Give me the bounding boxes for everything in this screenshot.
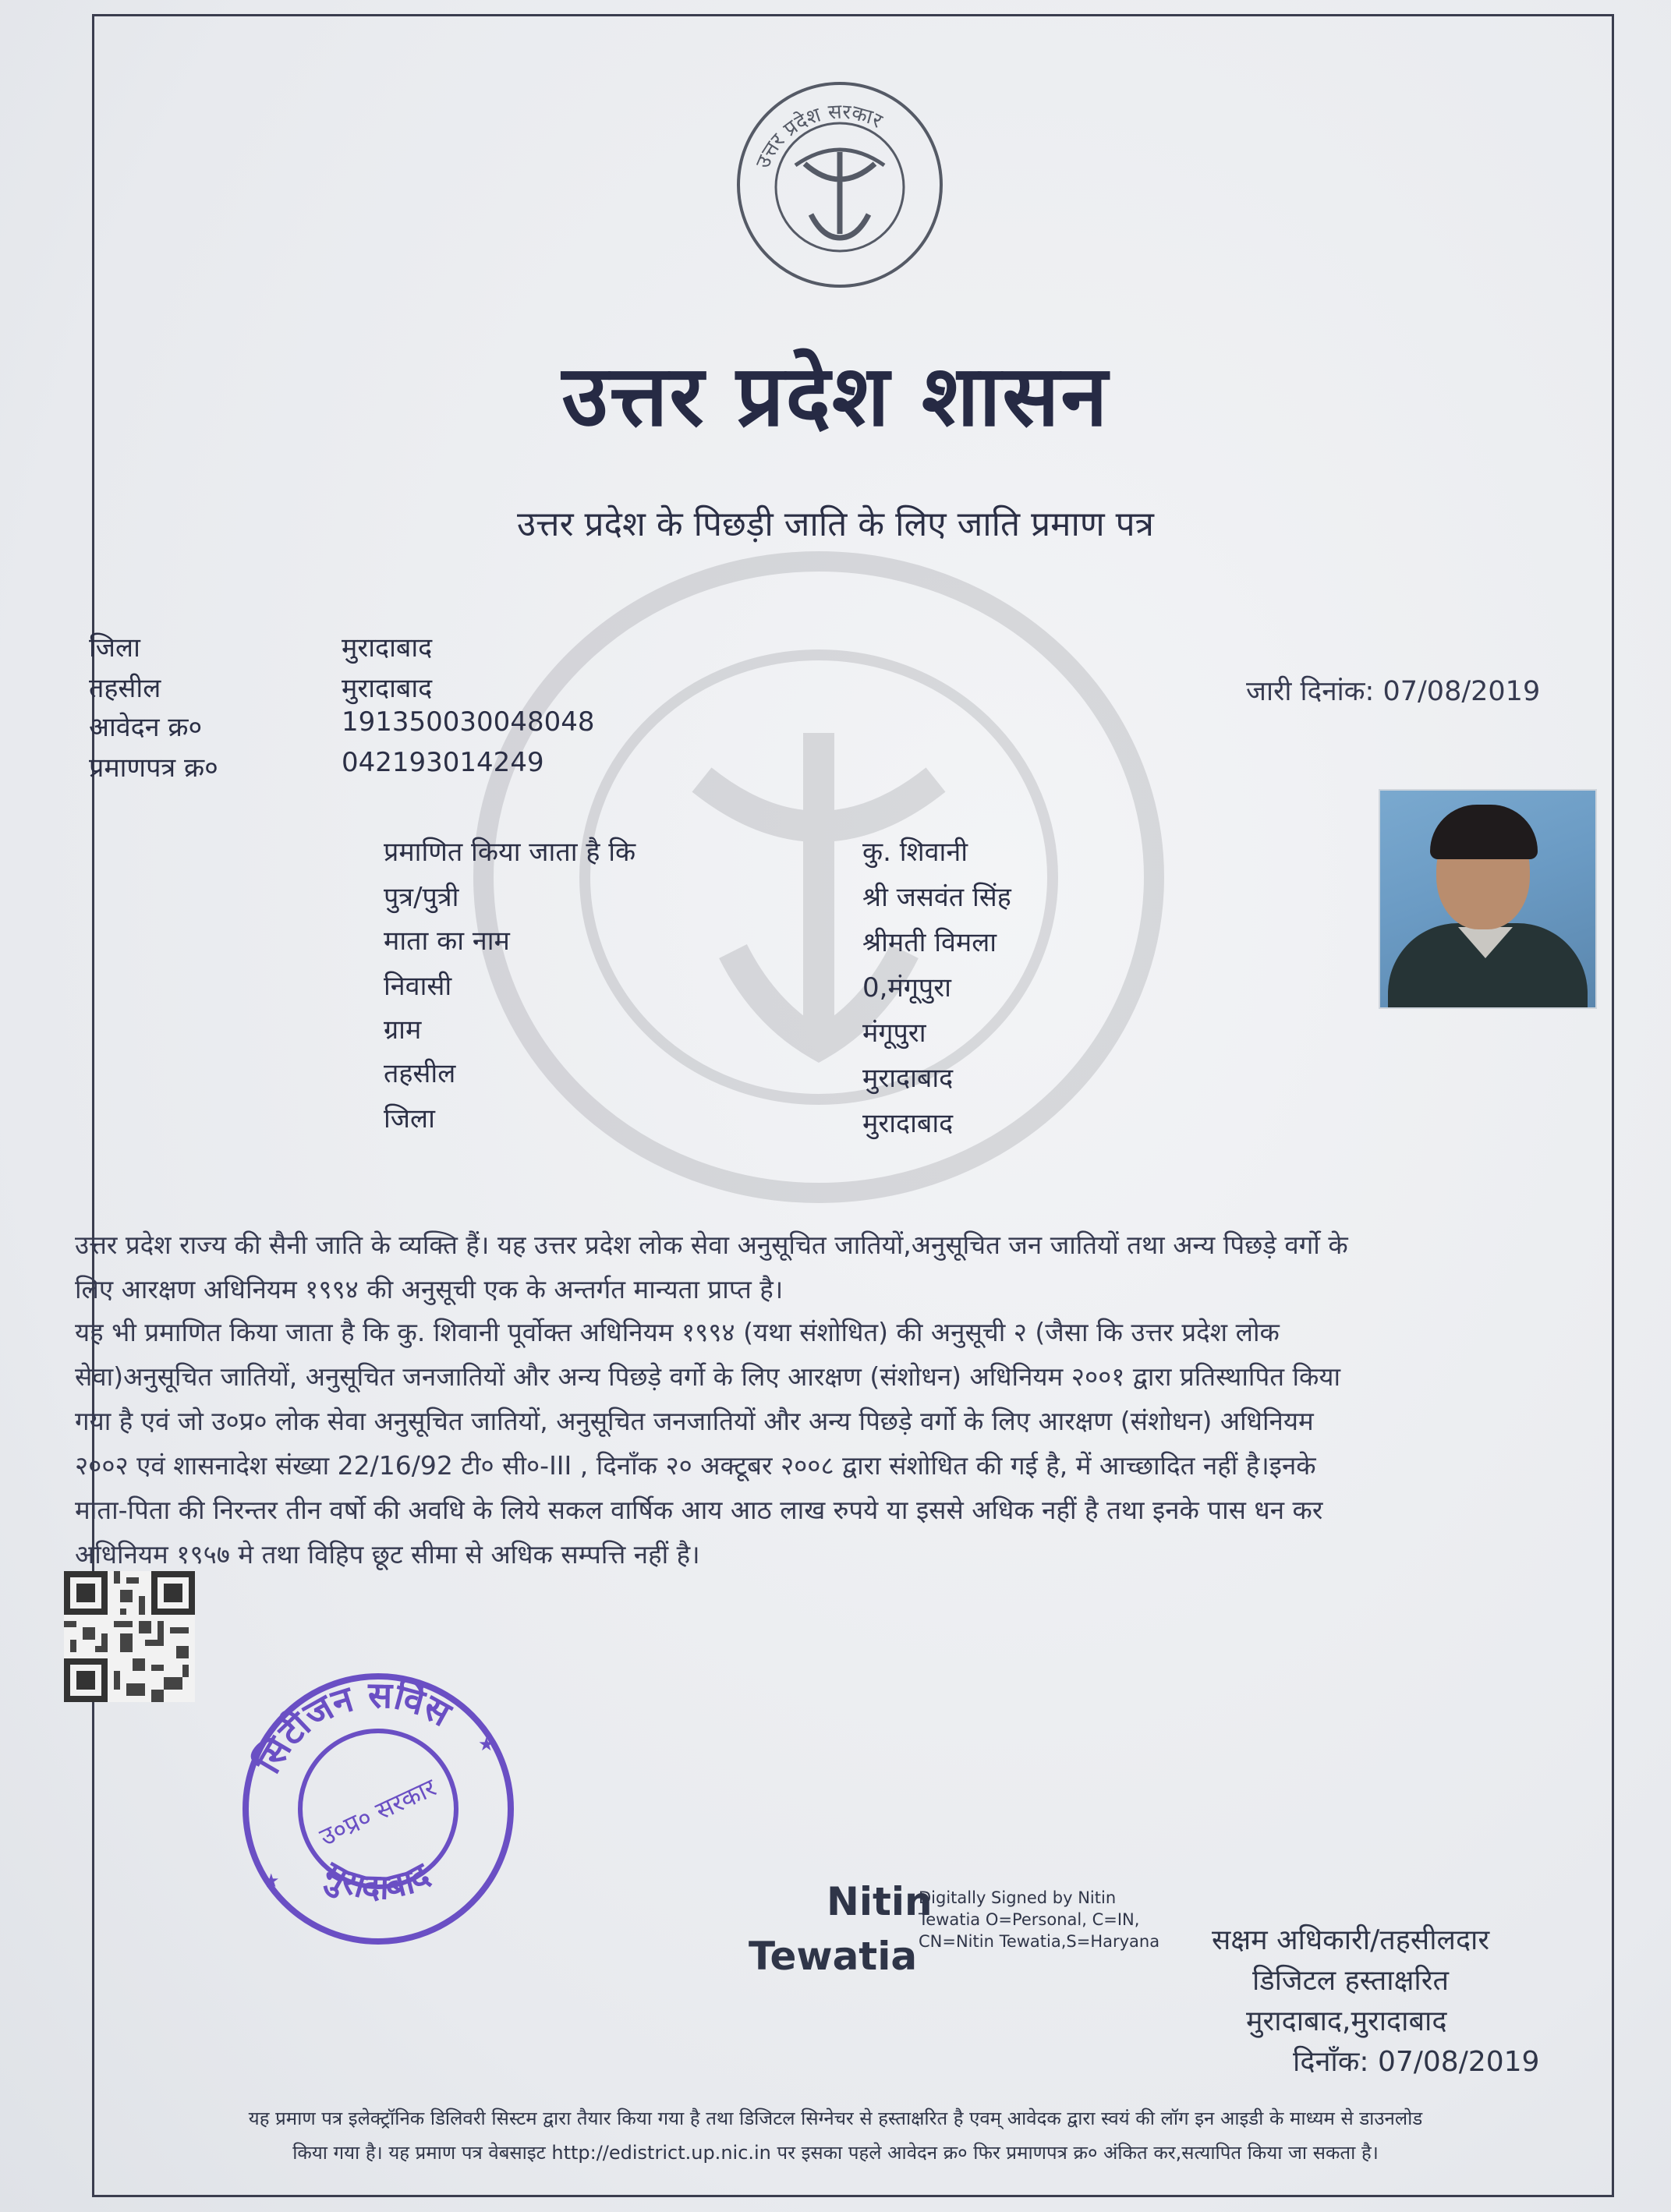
field-value-tehsil: मुरादाबाद — [342, 673, 433, 704]
detail-label-resident: निवासी — [384, 971, 452, 1002]
footer-note-line2: किया गया है। यह प्रमाण पत्र वेबसाइट http://edistrict.up.nic.in पर इसका पहले आवेदन क्र० फिर प्रमाणपत्र क्र० अंकित कर,सत्यापित किया जा सकता है। — [292, 2142, 1379, 2164]
detail-label-mother: माता का नाम — [384, 926, 510, 957]
detail-value-resident: 0,मंगूपुरा — [862, 972, 951, 1003]
field-value-application-no: 191350030048048 — [342, 706, 595, 738]
field-value-certificate-no: 042193014249 — [342, 747, 544, 778]
stamp-center-text: उ०प्र० सरकार — [315, 1772, 441, 1853]
caste-paragraph — [75, 1223, 1580, 1311]
stamp-bottom-text: मुरादाबाद — [317, 1853, 437, 1908]
field-label-district: जिला — [89, 632, 140, 664]
detail-value-father: श्री जसवंत सिंह — [862, 882, 1011, 913]
authority-date: दिनाँक: 07/08/2019 — [1293, 2046, 1540, 2078]
qr-code-icon — [64, 1571, 195, 1702]
certification-paragraph-line: २००२ एवं शासनादेश संख्या 22/16/92 टी० सी०-III , दिनाँक २० अक्टूबर २००८ द्वारा संशोधित की गई है, में आच्छादित नहीं है।इनके — [75, 1450, 1316, 1481]
citizen-service-stamp — [230, 1661, 526, 1957]
certification-paragraph-line: सेवा)अनुसूचित जातियों, अनुसूचित जनजातियों और अन्य पिछड़े वर्गो के लिए आरक्षण (संशोधन) अधिनियम २००१ द्वारा प्रतिस्थापित किया — [75, 1361, 1341, 1392]
stamp-top-text: सिटीजन सर्विस — [246, 1673, 458, 1781]
certification-paragraph-line: अधिनियम १९५७ मे तथा विहिप छूट सीमा से अधिक सम्पत्ति नहीं है। — [75, 1539, 700, 1570]
certification-paragraph-line: माता-पिता की निरन्तर तीन वर्षो की अवधि के लिये सकल वार्षिक आय आठ लाख रुपये या इससे अधिक नहीं है तथा इनके पास धन कर — [75, 1495, 1323, 1525]
certification-paragraph-line: गया है एवं जो उ०प्र० लोक सेवा अनुसूचित जातियों, अनुसूचित जनजातियों और अन्य पिछड़े वर्गो के लिए आरक्षण (संशोधन) अधिनियम — [75, 1406, 1314, 1436]
digital-signature-detail: Digitally Signed by Nitin Tewatia O=Personal, C=IN, CN=Nitin Tewatia,S=Haryana — [919, 1888, 1160, 1951]
watermark-emblem-icon — [468, 546, 1170, 1209]
page-title: उत्तर प्रदेश शासन — [561, 348, 1110, 445]
detail-label-tehsil: तहसील — [384, 1058, 456, 1089]
stamp-star-icon: ★ — [263, 1870, 280, 1892]
caste-paragraph-line: लिए आरक्षण अधिनियम १९९४ की अनुसूची एक के अन्तर्गत मान्यता प्राप्त है। — [75, 1274, 784, 1304]
detail-value-district: मुरादाबाद — [862, 1108, 954, 1139]
field-value-district: मुरादाबाद — [342, 632, 433, 664]
svg-text:सिटीजन सर्विस — [246, 1674, 459, 1781]
page-subtitle: उत्तर प्रदेश के पिछड़ी जाति के लिए जाति प्रमाण पत्र — [517, 504, 1154, 544]
detail-value-tehsil: मुरादाबाद — [862, 1063, 954, 1094]
field-label-tehsil: तहसील — [89, 673, 161, 704]
authority-location: मुरादाबाद,मुरादाबाद — [1246, 2005, 1447, 2037]
authority-designation: सक्षम अधिकारी/तहसीलदार — [1212, 1924, 1490, 1956]
detail-value-mother: श्रीमती विमला — [862, 927, 997, 958]
up-government-emblem-icon — [733, 78, 947, 292]
applicant-photo — [1379, 789, 1597, 1009]
detail-value-village: मंगूपुरा — [862, 1018, 926, 1049]
caste-paragraph-line: उत्तर प्रदेश राज्य की सैनी जाति के व्यक्ति हैं। यह उत्तर प्रदेश लोक सेवा अनुसूचित जातियों,अनुसूचित जन जातियों तथा अन्य पिछड़े वर्गो के — [75, 1230, 1348, 1260]
stamp-star-icon: ★ — [478, 1733, 495, 1755]
detail-label-child-of: पुत्र/पुत्री — [384, 882, 459, 913]
svg-text:मुरादाबाद — [316, 1853, 437, 1907]
detail-label-certified: प्रमाणित किया जाता है कि — [384, 837, 636, 868]
signer-name-last: Tewatia — [749, 1934, 918, 1979]
certification-paragraph — [75, 1310, 1580, 1577]
detail-label-district: जिला — [384, 1103, 435, 1134]
detail-label-village: ग्राम — [384, 1014, 422, 1046]
signer-name-first: Nitin — [827, 1879, 933, 1924]
issue-date: जारी दिनांक: 07/08/2019 — [1246, 676, 1541, 707]
emblem-text: उत्तर प्रदेश सरकार — [751, 100, 887, 172]
detail-value-name: कु. शिवानी — [862, 837, 968, 868]
field-label-application-no: आवेदन क्र० — [89, 712, 203, 743]
field-label-certificate-no: प्रमाणपत्र क्र० — [89, 752, 218, 784]
certification-paragraph-line: यह भी प्रमाणित किया जाता है कि कु. शिवानी पूर्वोक्त अधिनियम १९९४ (यथा संशोधित) की अनुसूची २ (जैसा कि उत्तर प्रदेश लोक — [75, 1317, 1280, 1347]
authority-digitally-signed: डिजिटल हस्ताक्षरित — [1252, 1965, 1449, 1997]
footer-note-line1: यह प्रमाण पत्र इलेक्ट्रॉनिक डिलिवरी सिस्टम द्वारा तैयार किया गया है तथा डिजिटल सिग्नेचर से हस्ताक्षरित है एवम् आवेदक द्वारा स्वयं की लॉग इन आइडी के माध्यम से डाउनलोड — [248, 2108, 1423, 2129]
